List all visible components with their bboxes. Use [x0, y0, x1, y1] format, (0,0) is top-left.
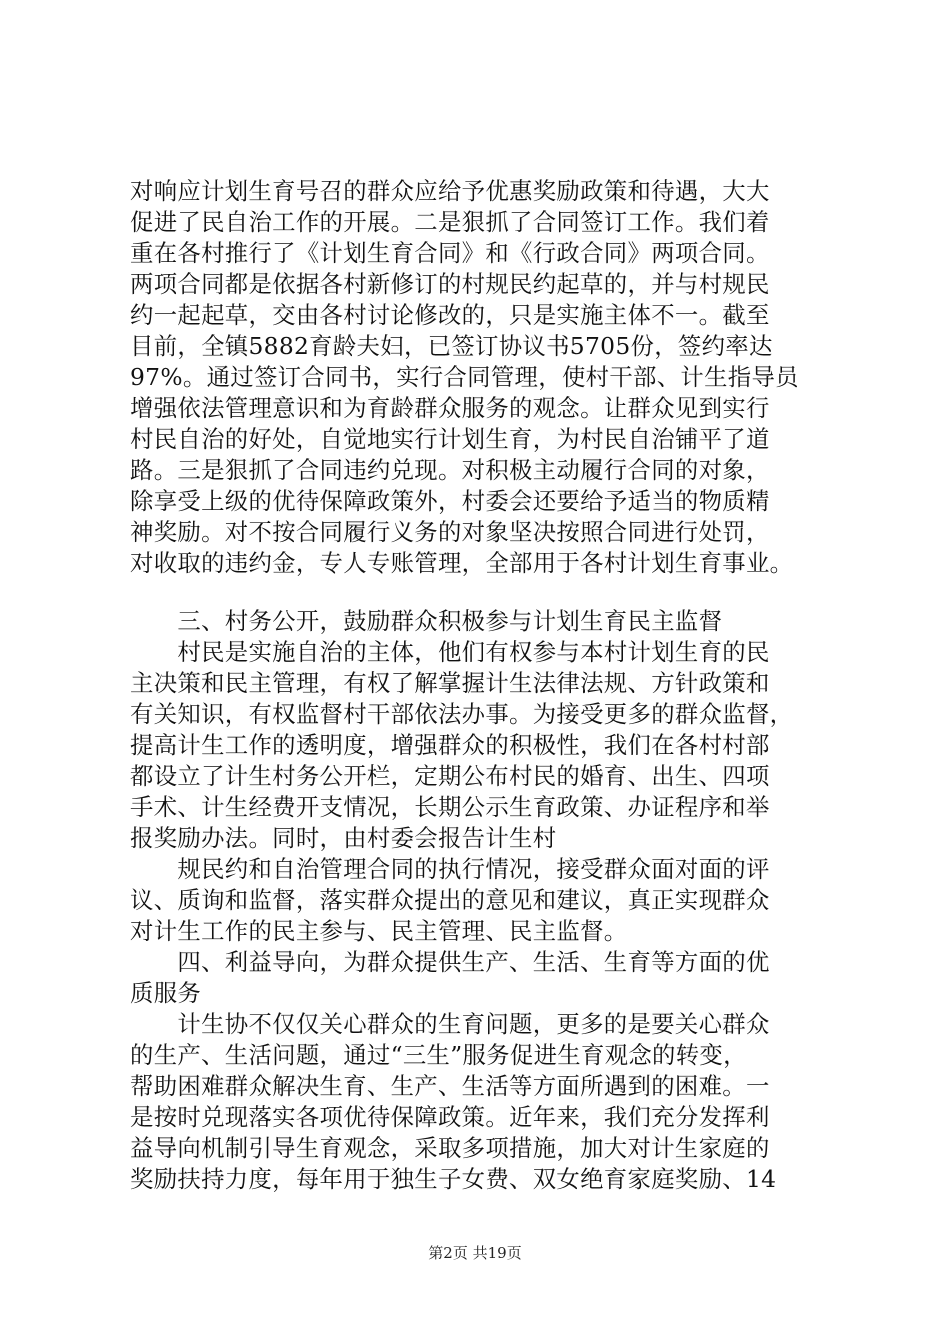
text-line: 对计生工作的民主参与、民主管理、民主监督。	[130, 917, 628, 945]
text-line: 促进了民自治工作的开展。二是狠抓了合同签订工作。我们着	[130, 208, 770, 236]
text-line: 两项合同都是依据各村新修订的村规民约起草的，并与村规民	[130, 270, 770, 298]
text-line: 帮助困难群众解决生育、生产、生活等方面所遇到的困难。一	[130, 1072, 770, 1100]
text-line: 对响应计划生育号召的群众应给予优惠奖励政策和待遇，大大	[130, 177, 770, 205]
text-line: 神奖励。对不按合同履行义务的对象坚决按照合同进行处罚，	[130, 518, 770, 546]
text-line: 村民是实施自治的主体，他们有权参与本村计划生育的民	[130, 638, 770, 666]
text-line: 重在各村推行了《计划生育合同》和《行政合同》两项合同。	[130, 239, 770, 267]
section-heading: 四、利益导向，为群众提供生产、生活、生育等方面的优	[130, 948, 770, 976]
text-line: 目前，全镇5882育龄夫妇，已签订协议书5705份，签约率达	[130, 332, 773, 360]
text-line: 奖励扶持力度，每年用于独生子女费、双女绝育家庭奖励、14	[130, 1165, 777, 1193]
text-line: 提高计生工作的透明度，增强群众的积极性，我们在各村村部	[130, 731, 770, 759]
text-line: 村民自治的好处，自觉地实行计划生育，为村民自治铺平了道	[130, 425, 770, 453]
text-line: 议、质询和监督，落实群众提出的意见和建议，真正实现群众	[130, 886, 770, 914]
section-heading: 质服务	[130, 979, 202, 1007]
text-line: 主决策和民主管理，有权了解掌握计生法律法规、方针政策和	[130, 669, 770, 697]
text-line: 除享受上级的优待保障政策外，村委会还要给予适当的物质精	[130, 487, 770, 515]
text-line: 的生产、生活问题，通过“三生”服务促进生育观念的转变，	[130, 1041, 747, 1069]
text-line: 有关知识，有权监督村干部依法办事。为接受更多的群众监督，	[130, 700, 794, 728]
text-line: 规民约和自治管理合同的执行情况，接受群众面对面的评	[130, 855, 770, 883]
text-line: 计生协不仅仅关心群众的生育问题，更多的是要关心群众	[130, 1010, 770, 1038]
text-line: 报奖励办法。同时，由村委会报告计生村	[130, 824, 557, 852]
text-line: 增强依法管理意识和为育龄群众服务的观念。让群众见到实行	[130, 394, 770, 422]
text-line: 约一起起草，交由各村讨论修改的，只是实施主体不一。截至	[130, 301, 770, 329]
text-line: 是按时兑现落实各项优待保障政策。近年来，我们充分发挥利	[130, 1103, 770, 1131]
page-number-footer: 第2页 共19页	[428, 1244, 522, 1262]
section-heading: 三、村务公开，鼓励群众积极参与计划生育民主监督	[130, 607, 723, 635]
text-line: 手术、计生经费开支情况，长期公示生育政策、办证程序和举	[130, 793, 770, 821]
text-line: 对收取的违约金，专人专账管理，全部用于各村计划生育事业。	[130, 549, 794, 577]
text-line: 97%。通过签订合同书，实行合同管理，使村干部、计生指导员	[130, 363, 799, 391]
text-line: 益导向机制引导生育观念，采取多项措施，加大对计生家庭的	[130, 1134, 770, 1162]
text-line: 都设立了计生村务公开栏，定期公布村民的婚育、出生、四项	[130, 762, 770, 790]
text-line: 路。三是狠抓了合同违约兑现。对积极主动履行合同的对象，	[130, 456, 770, 484]
